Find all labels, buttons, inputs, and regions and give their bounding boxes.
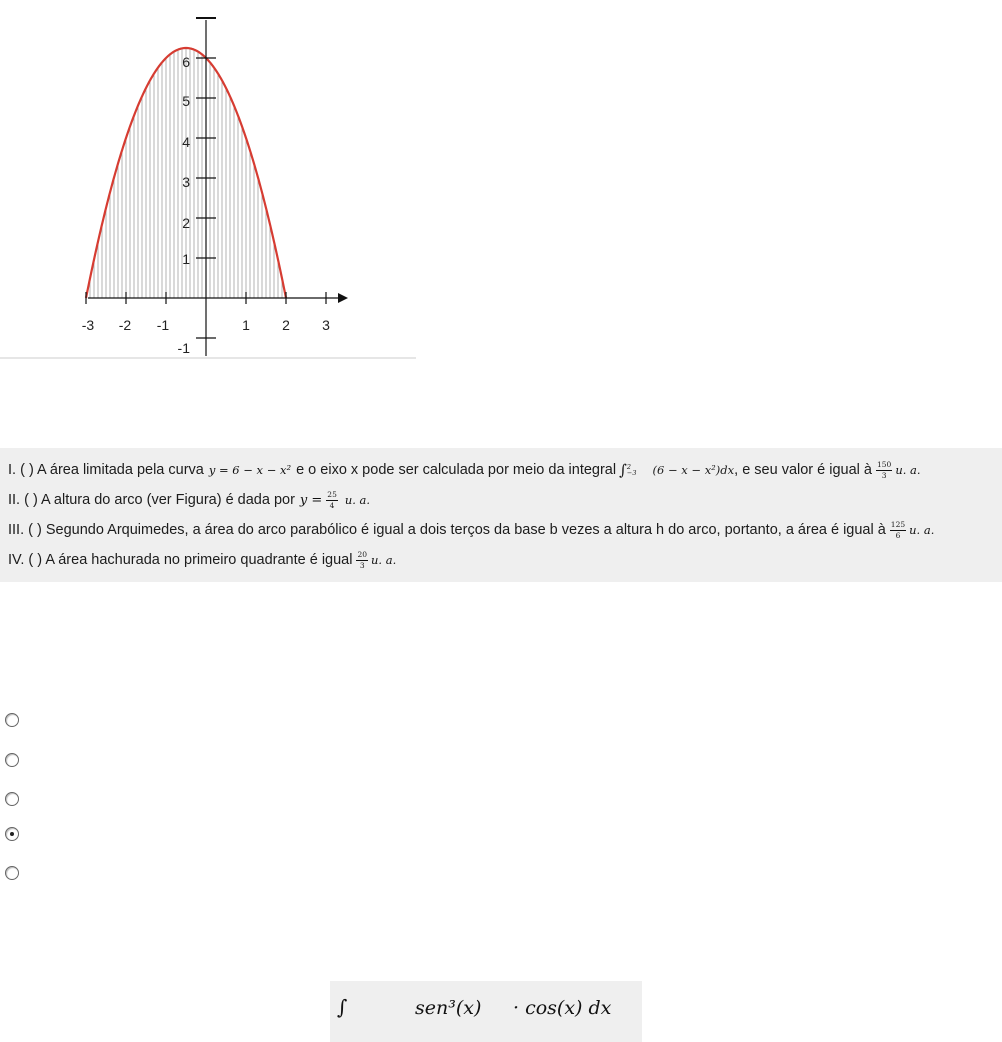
integral-sign-icon: ∫ (337, 995, 348, 1019)
integral-lower-limit: −3 (626, 469, 637, 477)
statement-3 (8, 515, 1002, 545)
fraction-numerator: 25 (327, 490, 337, 499)
statement-2 (8, 485, 1002, 515)
unit: u. a. (344, 493, 371, 507)
graph-bottom-border (0, 357, 416, 359)
fraction-denominator: 3 (359, 560, 365, 570)
y-tick-label: -1 (177, 340, 190, 356)
answer-option-radio[interactable] (5, 713, 19, 727)
integral-sign-icon: ∫ (619, 461, 627, 479)
statement-1-middle: e o eixo x pode ser calculada por meio da integral (296, 462, 617, 478)
x-axis-arrow-icon (338, 293, 348, 303)
integral-upper-limit: 2 (626, 462, 632, 471)
statement-4-text: IV. ( ) A área hachurada no primeiro quadrante é igual (8, 552, 353, 568)
answer-option-radio[interactable] (5, 753, 19, 767)
x-tick-label: -2 (118, 317, 132, 333)
answer-option-radio[interactable] (5, 792, 19, 806)
y-tick-labels (178, 54, 191, 356)
statement-3-text: III. ( ) Segundo Arquimedes, a área do arco parabólico é igual a dois terços da base b vezes a altura h do arco, portanto, a área é igual à (8, 522, 886, 538)
y-tick-label: 4 (182, 134, 190, 150)
fraction-numerator: 125 (890, 520, 906, 529)
statement-1-after: , e seu valor é igual à (734, 462, 872, 478)
fraction (890, 521, 906, 539)
answer-option-radio[interactable] (5, 827, 19, 841)
parabola-graph (0, 0, 416, 360)
x-tick-label: 1 (242, 317, 250, 333)
answer-option-radio[interactable] (5, 866, 19, 880)
y-tick-label: 6 (182, 54, 190, 70)
y-tick-label: 5 (182, 93, 190, 109)
curve-equation: y = 6 − x − x² (208, 463, 292, 477)
y-tick-label: 3 (182, 174, 190, 190)
x-tick-label: 3 (322, 317, 330, 333)
unit: u. a. (371, 553, 397, 567)
x-tick-label: -3 (81, 317, 95, 333)
integral-limits (627, 464, 637, 477)
y-tick-label: 1 (182, 251, 190, 267)
fraction-numerator: 150 (876, 460, 892, 469)
statements-panel (0, 448, 1002, 582)
statement-1 (8, 455, 1002, 485)
fraction (356, 551, 368, 569)
fraction (876, 461, 892, 479)
fraction-numerator: 20 (357, 550, 368, 559)
statement-2-prefix: II. ( ) A altura do arco (ver Figura) é dada por (8, 492, 295, 508)
x-tick-label: -1 (156, 317, 170, 333)
height-lhs: y = (299, 492, 323, 508)
integrand-part-2: · cos(x) dx (513, 997, 612, 1019)
unit: u. a. (895, 463, 921, 477)
statement-1-prefix: I. ( ) A área limitada pela curva (8, 462, 204, 478)
fraction-denominator: 4 (329, 500, 335, 510)
integral-expression (330, 981, 642, 1042)
definite-integral (619, 461, 734, 479)
fraction (326, 491, 338, 509)
unit: u. a. (909, 523, 935, 537)
y-tick-label: 2 (182, 215, 190, 231)
integrand: (6 − x − x²)dx (652, 463, 735, 477)
x-tick-label: 2 (282, 317, 290, 333)
statement-4 (8, 545, 1002, 575)
integrand-part-1: sen³(x) (415, 997, 482, 1019)
fraction-denominator: 6 (895, 530, 901, 540)
fraction-denominator: 3 (881, 470, 887, 480)
